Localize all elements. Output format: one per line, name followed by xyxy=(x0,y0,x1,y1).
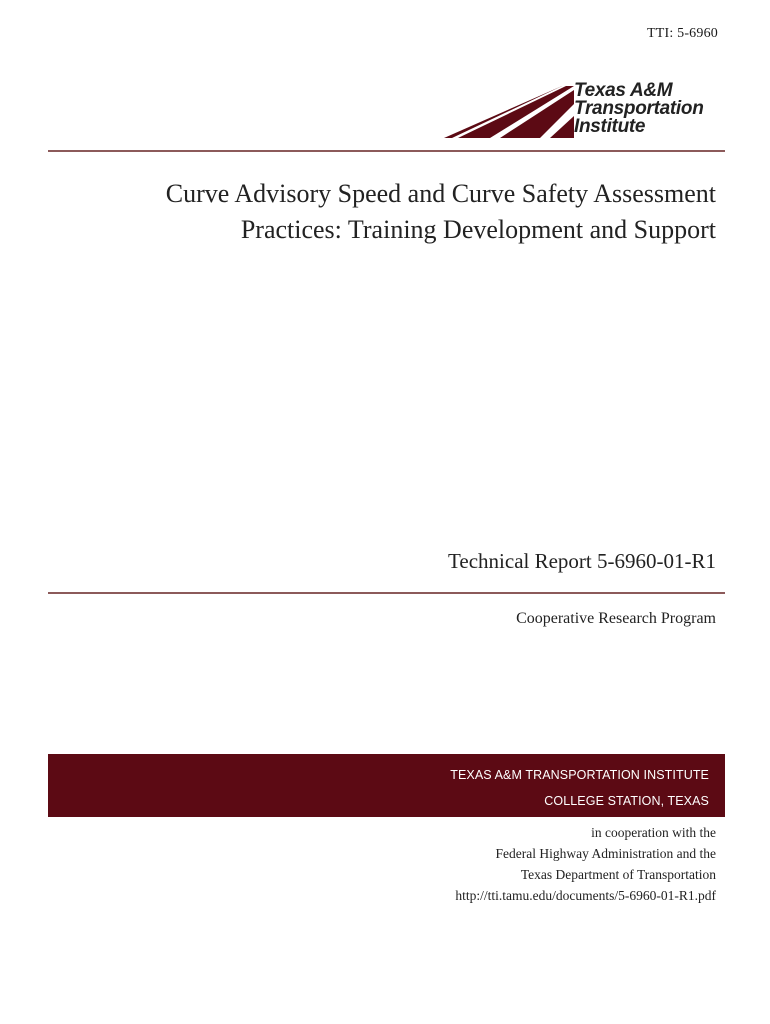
coop-line-2: Federal Highway Administration and the xyxy=(495,846,716,861)
middle-divider xyxy=(48,592,725,594)
document-url-link[interactable]: http://tti.tamu.edu/documents/5-6960-01-R1.pdf xyxy=(455,888,716,903)
banner-institute-name: TEXAS A&M TRANSPORTATION INSTITUTE xyxy=(450,768,709,782)
report-title xyxy=(76,176,716,248)
tti-logo xyxy=(444,82,730,142)
logo-wordmark xyxy=(574,82,704,136)
technical-report-number: Technical Report 5-6960-01-R1 xyxy=(448,549,716,573)
coop-line-3: Texas Department of Transportation xyxy=(520,867,716,882)
road-stripes-icon xyxy=(444,82,574,142)
banner-location: COLLEGE STATION, TEXAS xyxy=(544,794,709,808)
title-line-1: Curve Advisory Speed and Curve Safety Assessment xyxy=(165,179,716,208)
title-line-2: Practices: Training Development and Support xyxy=(240,215,716,244)
coop-line-1: in cooperation with the xyxy=(591,825,716,840)
institute-banner xyxy=(48,754,725,817)
logo-line-2: Transportation xyxy=(574,98,704,119)
research-program: Cooperative Research Program xyxy=(516,610,716,627)
cooperation-block xyxy=(455,822,716,906)
logo-line-3: Institute xyxy=(574,116,646,137)
report-id: TTI: 5-6960 xyxy=(646,26,718,41)
top-divider xyxy=(48,150,725,152)
logo-line-1: Texas A&M xyxy=(574,80,673,101)
